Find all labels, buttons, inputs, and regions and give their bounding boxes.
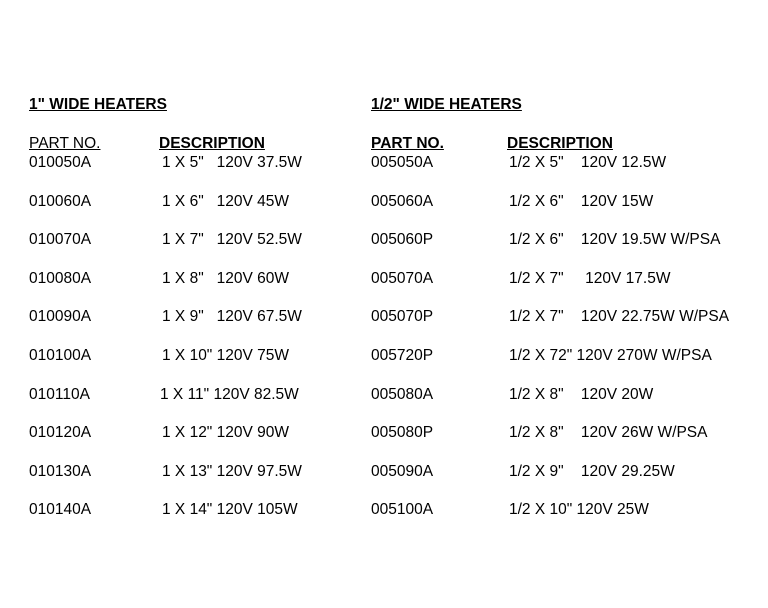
- part-number: 010060A: [29, 192, 92, 210]
- description: 1/2 X 6" 120V 19.5W W/PSA: [509, 231, 721, 249]
- description: 1/2 X 7" 120V 22.75W W/PSA: [509, 308, 730, 326]
- part-number: 005060A: [371, 192, 434, 210]
- list-item: [371, 386, 761, 425]
- part-number: 010110A: [29, 385, 90, 403]
- list-item: [29, 347, 349, 386]
- description: 1/2 X 72" 120V 270W W/PSA: [509, 346, 712, 364]
- description: 1/2 X 9" 120V 29.25W: [509, 462, 675, 480]
- list-item: [371, 308, 761, 347]
- part-number: 005070P: [371, 308, 434, 326]
- part-number: 005080P: [371, 424, 434, 442]
- description: 1 X 14" 120V 105W: [162, 501, 298, 519]
- part-number: 010050A: [29, 154, 92, 171]
- part-number: 010100A: [29, 346, 92, 364]
- right-description-header: DESCRIPTION: [507, 135, 613, 152]
- right-section-title: 1/2" WIDE HEATERS: [371, 96, 522, 113]
- list-item: [371, 231, 761, 270]
- description: 1 X 12" 120V 90W: [162, 424, 289, 442]
- list-item: [29, 193, 349, 232]
- part-number: 005090A: [371, 462, 434, 480]
- left-description-header: DESCRIPTION: [159, 135, 265, 152]
- part-number: 010130A: [29, 462, 92, 480]
- description: 1 X 7" 120V 52.5W: [162, 231, 302, 249]
- part-number: 010080A: [29, 269, 92, 287]
- description: 1 X 10" 120V 75W: [162, 346, 289, 364]
- list-item: [371, 193, 761, 232]
- part-number: 010120A: [29, 424, 92, 442]
- left-part-no-header: PART NO.: [29, 135, 101, 152]
- list-item: [29, 386, 349, 425]
- list-item: [29, 501, 349, 540]
- left-heater-list: [29, 154, 349, 540]
- list-item: [29, 231, 349, 270]
- list-item: [371, 501, 761, 540]
- list-item: [29, 270, 349, 309]
- list-item: [371, 347, 761, 386]
- part-number: 010070A: [29, 231, 92, 249]
- description: 1/2 X 7" 120V 17.5W: [509, 269, 671, 287]
- left-section-title: 1" WIDE HEATERS: [29, 96, 167, 113]
- part-number: 010090A: [29, 308, 92, 326]
- description: 1 X 6" 120V 45W: [162, 192, 289, 210]
- list-item: [29, 154, 349, 193]
- part-number: 005060P: [371, 231, 434, 249]
- part-number: 005050A: [371, 154, 434, 171]
- list-item: [29, 463, 349, 502]
- part-number: 005100A: [371, 501, 434, 519]
- description: 1 X 9" 120V 67.5W: [162, 308, 302, 326]
- description: 1/2 X 6" 120V 15W: [509, 192, 654, 210]
- list-item: [371, 270, 761, 309]
- list-item: [371, 154, 761, 193]
- part-number: 005720P: [371, 346, 434, 364]
- description: 1 X 5" 120V 37.5W: [162, 154, 302, 171]
- list-item: [371, 463, 761, 502]
- description: 1 X 11" 120V 82.5W: [160, 385, 299, 403]
- list-item: [371, 424, 761, 463]
- right-heater-list: [371, 154, 761, 540]
- description: 1/2 X 5" 120V 12.5W: [509, 154, 667, 171]
- list-item: [29, 308, 349, 347]
- part-number: 010140A: [29, 501, 92, 519]
- right-part-no-header: PART NO.: [371, 135, 444, 152]
- description: 1/2 X 8" 120V 20W: [509, 385, 654, 403]
- description: 1 X 8" 120V 60W: [162, 269, 289, 287]
- description: 1/2 X 8" 120V 26W W/PSA: [509, 424, 708, 442]
- part-number: 005080A: [371, 385, 434, 403]
- description: 1 X 13" 120V 97.5W: [162, 462, 302, 480]
- list-item: [29, 424, 349, 463]
- part-number: 005070A: [371, 269, 434, 287]
- description: 1/2 X 10" 120V 25W: [509, 501, 649, 519]
